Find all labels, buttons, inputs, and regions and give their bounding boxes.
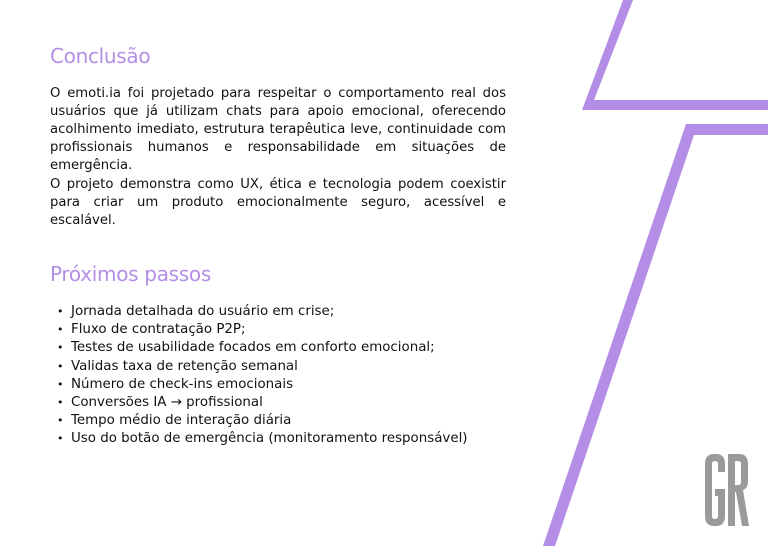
next-steps-list [56, 303, 468, 449]
list-item: • Conversões IA → profissional [56, 394, 468, 412]
conclusion-paragraph-2: O projeto demonstra como UX, ética e tecnologia podem coexistir para criar um produto emocionalmente seguro, acessível e escalável. [50, 177, 506, 228]
gr-monogram-icon [703, 454, 750, 526]
list-item: • Testes de usabilidade focados em conforto emocional; [56, 339, 468, 357]
conclusion-paragraph-1: O emoti.ia foi projetado para respeitar o comportamento real dos usuários que já utilizam chats para apoio emocional, oferecendo acolhimento imediato, estrutura terapêutica leve, continuidade com profissionais humanos e responsabilidade em situações de emergência. [50, 86, 506, 173]
upper-accent-line [582, 0, 768, 110]
list-item: • Validas taxa de retenção semanal [56, 358, 468, 376]
next-steps-heading: Próximos passos [50, 262, 211, 286]
list-item: • Tempo médio de interação diária [56, 412, 468, 430]
conclusion-heading: Conclusão [50, 44, 151, 68]
list-item: • Uso do botão de emergência (monitoramento responsável) [56, 430, 468, 448]
list-item: • Jornada detalhada do usuário em crise; [56, 303, 468, 321]
list-item: • Número de check-ins emocionais [56, 376, 468, 394]
list-item: • Fluxo de contratação P2P; [56, 321, 468, 339]
